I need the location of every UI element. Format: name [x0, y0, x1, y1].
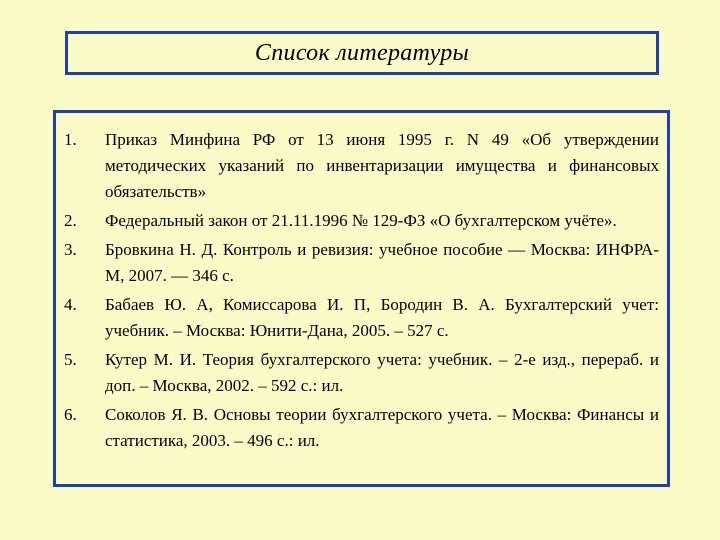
item-text: Кутер М. И. Теория бухгалтерского учета: учебник. – 2-е изд., перераб. и доп. – Москва, 2002. – 592 с.: ил.: [105, 350, 659, 395]
list-item: [64, 237, 659, 289]
bibliography-box: [53, 110, 670, 487]
list-item: [64, 127, 659, 205]
title-box: [65, 31, 659, 75]
list-item: [64, 402, 659, 454]
item-text: Федеральный закон от 21.11.1996 № 129-ФЗ «О бухгалтерском учёте».: [105, 211, 617, 230]
item-text: Приказ Минфина РФ от 13 июня 1995 г. N 49 «Об утверждении методических указаний по инвентаризации имущества и финансовых обязательств»: [105, 130, 659, 201]
bibliography-list: [64, 127, 659, 457]
item-number: 1.: [64, 130, 77, 149]
item-number: 4.: [64, 295, 77, 314]
item-text: Соколов Я. В. Основы теории бухгалтерского учета. – Москва: Финансы и статистика, 2003. – 496 с.: ил.: [105, 405, 659, 450]
page-title: Список литературы: [254, 39, 470, 66]
item-number: 5.: [64, 350, 77, 369]
item-number: 6.: [64, 405, 77, 424]
item-number: 2.: [64, 211, 77, 230]
item-number: 3.: [64, 240, 77, 259]
item-text: Бабаев Ю. А, Комиссарова И. П, Бородин В. А. Бухгалтерский учет: учебник. – Москва: Юнити-Дана, 2005. – 527 с.: [105, 295, 659, 340]
list-item: [64, 208, 659, 234]
item-text: Бровкина Н. Д. Контроль и ревизия: учебное пособие — Москва: ИНФРА-М, 2007. — 346 с.: [105, 240, 659, 285]
list-item: [64, 292, 659, 344]
list-item: [64, 347, 659, 399]
